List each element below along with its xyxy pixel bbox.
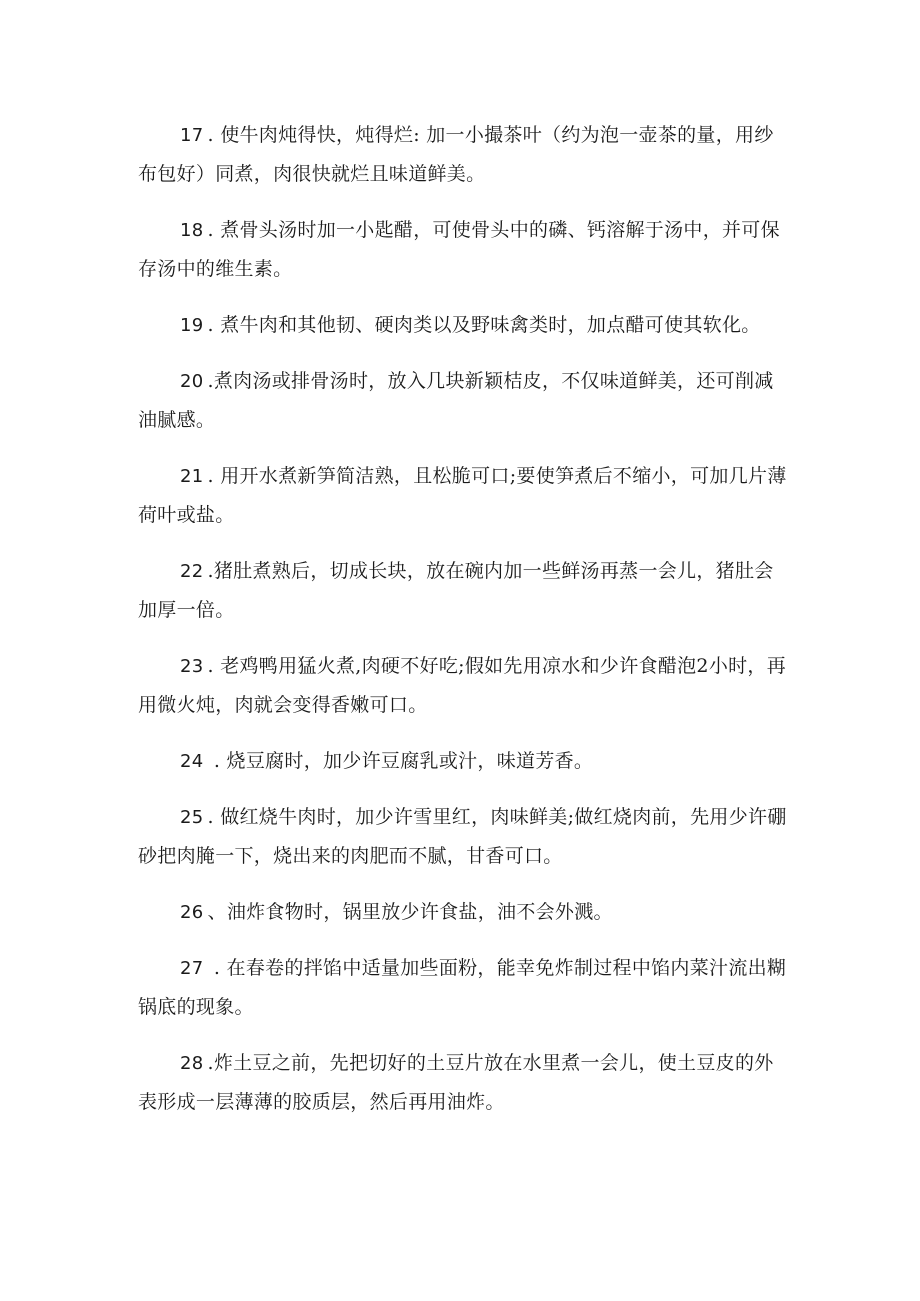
list-item <box>138 457 788 535</box>
item-number: 17 <box>180 125 204 146</box>
list-item <box>138 211 788 289</box>
list-item <box>138 552 788 630</box>
item-text: . 做红烧牛肉时，加少许雪里红，肉味鲜美;做红烧肉前，先用少许硼砂把肉腌一下，烧出来的肉肥而不腻，甘香可口。 <box>138 806 787 867</box>
list-item <box>138 306 788 345</box>
item-number: 23 <box>180 656 204 677</box>
item-text: . 烧豆腐时，加少许豆腐乳或汁，味道芳香。 <box>207 750 594 772</box>
item-number: 25 <box>180 807 204 828</box>
item-text: 、油炸食物时，锅里放少许食盐，油不会外溅。 <box>207 901 613 923</box>
item-text: . 煮骨头汤时加一小匙醋，可使骨头中的磷、钙溶解于汤中，并可保存汤中的维生素。 <box>138 219 780 280</box>
item-text: . 老鸡鸭用猛火煮,肉硬不好吃;假如先用凉水和少许食醋泡2小时，再用微火炖，肉就会变得香嫩可口。 <box>138 655 787 716</box>
item-number: 28 <box>180 1053 204 1074</box>
list-item <box>138 893 788 932</box>
item-text: .煮肉汤或排骨汤时，放入几块新颖桔皮，不仅味道鲜美，还可削减油腻感。 <box>138 370 774 431</box>
item-text: .猪肚煮熟后，切成长块，放在碗内加一些鲜汤再蒸一会儿，猪肚会加厚一倍。 <box>138 560 774 621</box>
list-item <box>138 1044 788 1122</box>
item-number: 27 <box>180 958 204 979</box>
tips-list <box>138 116 788 1139</box>
item-number: 21 <box>180 466 204 487</box>
item-text: .炸土豆之前，先把切好的土豆片放在水里煮一会儿，使土豆皮的外表形成一层薄薄的胶质层，然后再用油炸。 <box>138 1052 774 1113</box>
item-number: 26 <box>180 902 204 923</box>
item-text: . 使牛肉炖得快，炖得烂: 加一小撮茶叶（约为泡一壶茶的量，用纱布包好）同煮，肉很快就烂且味道鲜美。 <box>138 124 774 185</box>
list-item <box>138 647 788 725</box>
item-number: 24 <box>180 751 204 772</box>
item-number: 19 <box>180 315 204 336</box>
item-number: 22 <box>180 561 204 582</box>
list-item <box>138 742 788 781</box>
list-item <box>138 116 788 194</box>
list-item <box>138 949 788 1027</box>
item-text: . 用开水煮新笋简洁熟，且松脆可口;要使笋煮后不缩小，可加几片薄荷叶或盐。 <box>138 465 787 526</box>
item-text: . 煮牛肉和其他韧、硬肉类以及野味禽类时，加点醋可使其软化。 <box>207 314 761 336</box>
item-number: 18 <box>180 220 204 241</box>
list-item <box>138 362 788 440</box>
list-item <box>138 798 788 876</box>
item-text: . 在春卷的拌馅中适量加些面粉，能幸免炸制过程中馅内菜汁流出糊锅底的现象。 <box>138 957 787 1018</box>
item-number: 20 <box>180 371 204 392</box>
